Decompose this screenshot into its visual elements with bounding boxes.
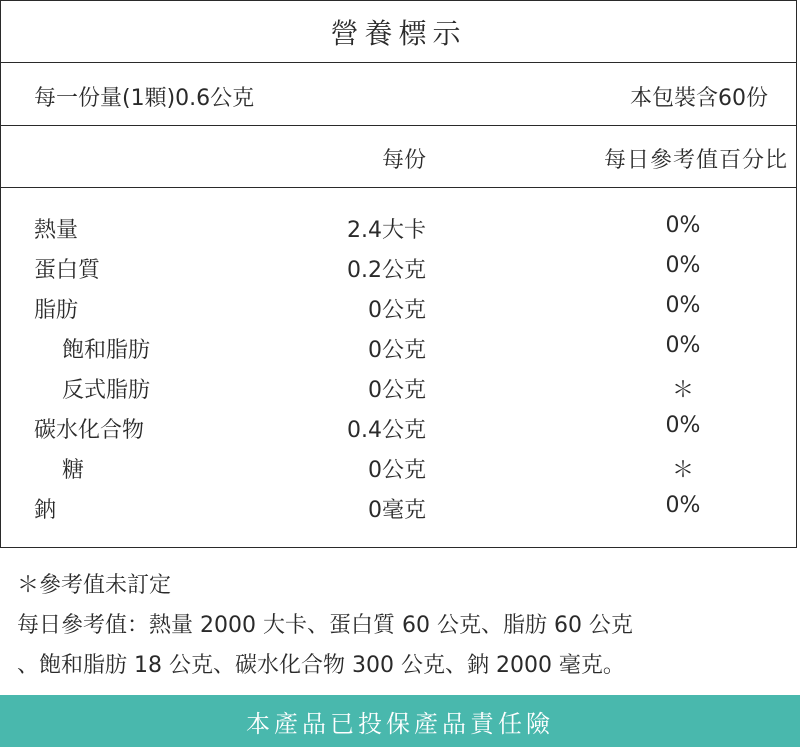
nutrient-percent: 0% <box>665 213 701 238</box>
servings-per-pack: 本包裝含60份 <box>630 86 768 111</box>
nutrient-value: 0毫克 <box>368 498 426 523</box>
nutrient-percent: ＊ <box>671 378 694 403</box>
nutrient-value: 0.2公克 <box>347 258 426 283</box>
nutrient-value: 0公克 <box>368 378 426 403</box>
table-row <box>1 327 796 367</box>
per-serving-header: 每份 <box>381 148 426 173</box>
nutrient-percent: 0% <box>665 293 701 318</box>
nutrient-rows <box>1 207 796 527</box>
daily-value-header: 每日參考值百分比 <box>603 148 788 173</box>
insurance-banner: 本產品已投保產品責任險 <box>0 695 800 747</box>
daily-reference-line-2: 、飽和脂肪 18 公克、碳水化合物 300 公克、鈉 2000 毫克。 <box>17 653 625 678</box>
nutrient-name: 鈉 <box>34 498 57 523</box>
nutrient-name: 反式脂肪 <box>62 378 151 403</box>
footnotes <box>17 566 633 686</box>
nutrient-percent: 0% <box>665 253 701 278</box>
nutrient-name: 熱量 <box>34 218 79 243</box>
nutrient-name: 蛋白質 <box>34 258 101 283</box>
nutrient-value: 2.4大卡 <box>347 218 426 243</box>
nutrient-value: 0公克 <box>368 338 426 363</box>
table-row <box>1 287 796 327</box>
table-title: 營養標示 <box>1 1 796 63</box>
nutrient-percent: 0% <box>665 333 701 358</box>
table-row <box>1 487 796 527</box>
nutrient-name: 糖 <box>62 458 85 483</box>
column-headers <box>1 126 796 188</box>
nutrient-name: 脂肪 <box>34 298 79 323</box>
daily-reference-line-1: 每日參考值：熱量 2000 大卡、蛋白質 60 公克、脂肪 60 公克 <box>17 613 633 638</box>
table-row <box>1 407 796 447</box>
serving-size: 每一份量(1顆)0.6公克 <box>34 86 255 111</box>
nutrient-percent: ＊ <box>671 458 694 483</box>
table-row <box>1 447 796 487</box>
asterisk-note: ＊參考值未訂定 <box>17 573 172 598</box>
serving-info <box>1 63 796 126</box>
nutrient-name: 碳水化合物 <box>34 418 145 443</box>
table-row <box>1 247 796 287</box>
table-row <box>1 207 796 247</box>
nutrient-value: 0公克 <box>368 298 426 323</box>
nutrient-percent: 0% <box>665 493 701 518</box>
nutrient-value: 0公克 <box>368 458 426 483</box>
table-row <box>1 367 796 407</box>
nutrient-name: 飽和脂肪 <box>62 338 151 363</box>
nutrient-value: 0.4公克 <box>347 418 426 443</box>
nutrient-percent: 0% <box>665 413 701 438</box>
